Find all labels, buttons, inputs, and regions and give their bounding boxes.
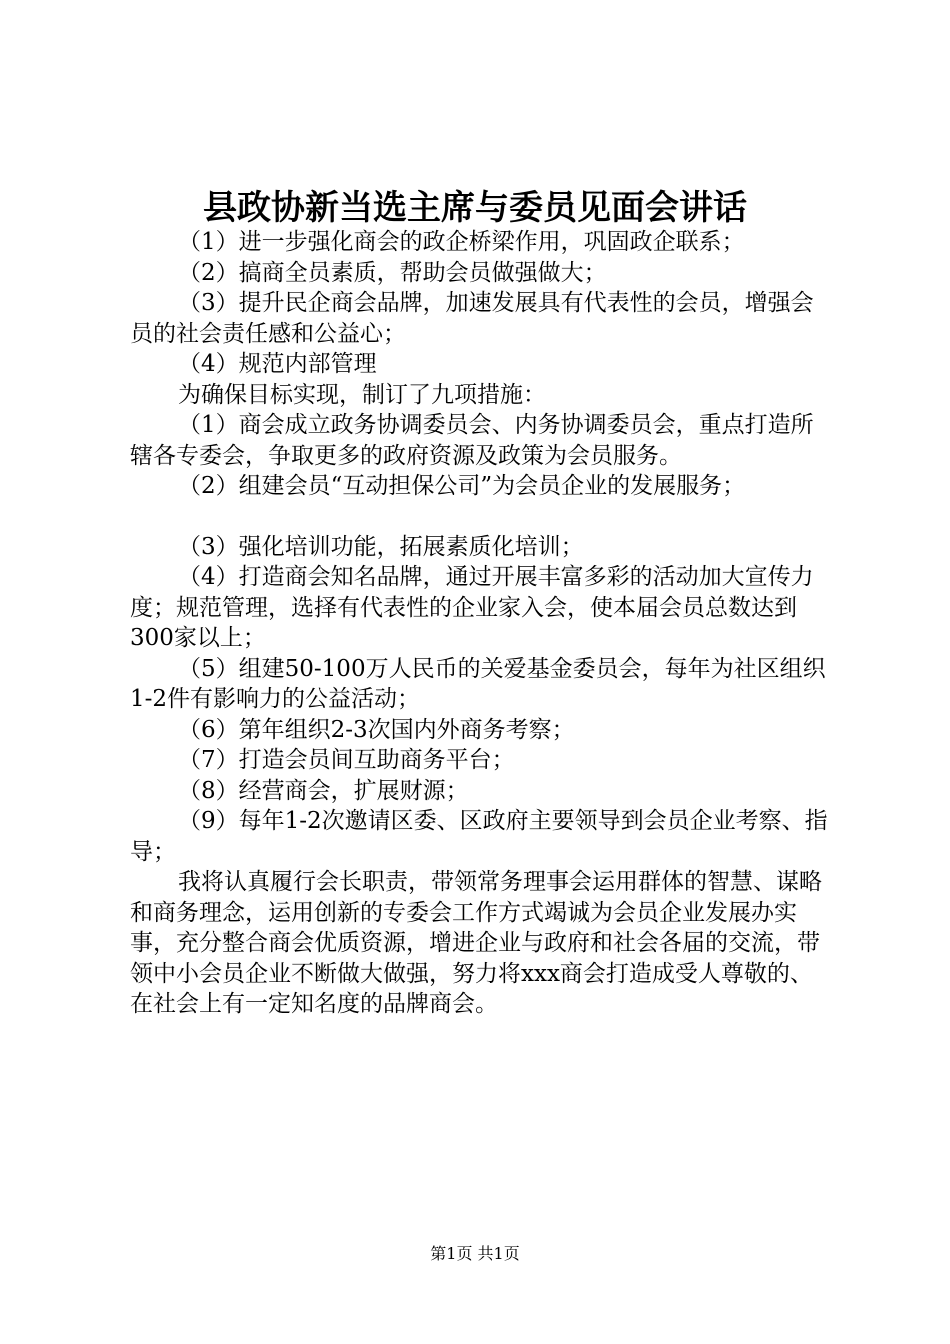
paragraph-closing: 我将认真履行会长职责，带领常务理事会运用群体的智慧、谋略和商务理念，运用创新的专委会工作方式竭诚为会员企业发展办实事，充分整合商会优质资源，增进企业与政府和社会各届的交流，带领中小会员企业不断做大做强，努力将xxx商会打造成受人尊敬的、在社会上有一定知名度的品牌商会。 bbox=[130, 869, 822, 1017]
paragraph-measure-8: （8）经营商会，扩展财源； bbox=[178, 777, 469, 804]
paragraph-measure-4: （4）打造商会知名品牌，通过开展丰富多彩的活动加大宣传力度；规范管理，选择有代表性的企业家入会，使本届会员总数达到300家以上； bbox=[130, 564, 814, 651]
paragraph-goal-2: （2）搞商全员素质，帮助会员做强做大； bbox=[178, 259, 607, 286]
paragraph-goal-1: （1）进一步强化商会的政企桥梁作用，巩固政企联系； bbox=[178, 229, 745, 255]
paragraph-measure-1: （1）商会成立政务协调委员会、内务协调委员会，重点打造所辖各专委会，争取更多的政府资源及政策为会员服务。 bbox=[130, 412, 814, 469]
paragraph-measure-2: （2）组建会员“互动担保公司”为会员企业的发展服务； bbox=[178, 473, 746, 499]
paragraph-goal-4: （4）规范内部管理 bbox=[178, 351, 377, 377]
paragraph-measure-6: （6）第年组织2-3次国内外商务考察； bbox=[178, 716, 575, 743]
paragraph-measure-9: （9）每年1-2次邀请区委、区政府主要领导到会员企业考察、指导； bbox=[130, 808, 828, 865]
page-footer: 第1页 共1页 bbox=[430, 1244, 520, 1263]
paragraph-measures-intro: 为确保目标实现，制订了九项措施： bbox=[178, 381, 546, 408]
document-body bbox=[130, 227, 830, 1020]
document-title: 县政协新当选主席与委员见面会讲话 bbox=[203, 188, 747, 228]
paragraph-measure-5: （5）组建50-100万人民币的关爱基金委员会，每年为社区组织1-2件有影响力的公益活动； bbox=[130, 655, 826, 712]
paragraph-measure-3: （3）强化培训功能，拓展素质化培训； bbox=[178, 533, 584, 560]
paragraph-measure-7: （7）打造会员间互助商务平台； bbox=[178, 747, 515, 773]
paragraph-goal-3: （3）提升民企商会品牌，加速发展具有代表性的会员，增强会员的社会责任感和公益心； bbox=[130, 290, 814, 347]
